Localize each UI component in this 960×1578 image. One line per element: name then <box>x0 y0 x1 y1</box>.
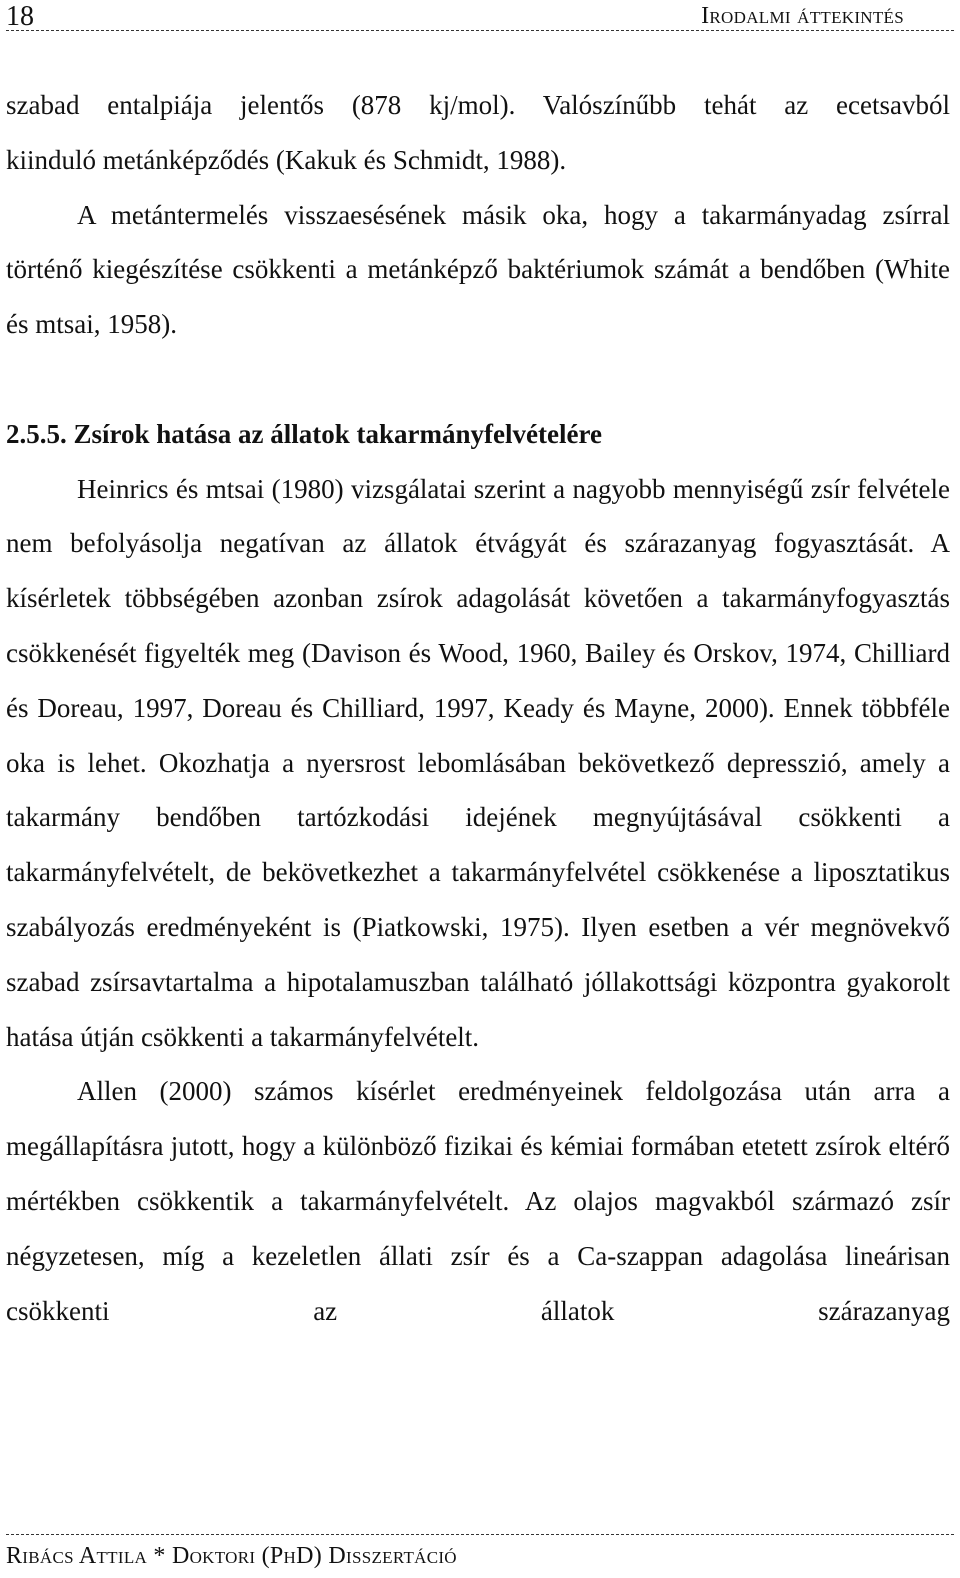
paragraph-3: Heinrics és mtsai (1980) vizsgálatai szerint a nagyobb mennyiségű zsír felvétele nem befolyásolja negatívan az állatok étvágyát és szárazanyag fogyasztását. A kísérletek többségében azonban zsírok adagolását követően a takarmányfogyasztás csökkenését figyelték meg (Davison és Wood, 1960, Bailey és Orskov, 1974, Chilliard és Doreau, 1997, Doreau és Chilliard, 1997, Keady és Mayne, 2000). Ennek többféle oka is lehet. Okozhatja a nyersrost lebomlásában bekövetkező depresszió, amely a takarmány bendőben tartózkodási idejének megnyújtásával csökkenti a takarmányfelvételt, de bekövetkezhet a takarmányfelvétel csökkenése a liposztatikus szabályozás eredményeként is (Piatkowski, 1975). Ilyen esetben a vér megnövekvő szabad zsírsavtartalma a hipotalamuszban található jóllakottsági központra gyakorolt hatása útján csökkenti a takarmányfelvételt. <box>6 473 950 1052</box>
section-heading: 2.5.5. Zsírok hatása az állatok takarmányfelvételére <box>6 418 602 449</box>
footer-text: Ribács Attila * Doktori (PhD) Disszertáció <box>6 1543 457 1569</box>
paragraph-1-line-1: szabad entalpiája jelentős (878 kj/mol). Valószínűbb tehát az ecetsavból <box>6 90 950 120</box>
footer-divider <box>6 1534 954 1535</box>
running-title: Irodalmi áttekintés <box>701 3 904 29</box>
page-number: 18 <box>6 1 34 32</box>
body-text <box>6 78 950 1338</box>
header-divider <box>6 30 954 31</box>
blank-line <box>6 352 950 407</box>
page-footer <box>6 1527 954 1577</box>
page-header <box>6 0 954 38</box>
paragraph-1-line-2: kiinduló metánképződés (Kakuk és Schmidt, 1988). <box>6 144 567 175</box>
paragraph-2: A metántermelés visszaesésének másik oka, hogy a takarmányadag zsírral történő kiegészítése csökkenti a metánképző baktériumok számát a bendőben (White és mtsai, 1958). <box>6 199 950 340</box>
paragraph-4: Allen (2000) számos kísérlet eredményeinek feldolgozása után arra a megállapításra jutott, hogy a különböző fizikai és kémiai formában etetett zsírok eltérő mértékben csökkentik a takarmányfelvételt. Az olajos magvakból származó zsír négyzetesen, míg a kezeletlen állati zsír és a Ca-szappan adagolása lineárisan csökkenti az állatok szárazanyag <box>6 1076 950 1326</box>
